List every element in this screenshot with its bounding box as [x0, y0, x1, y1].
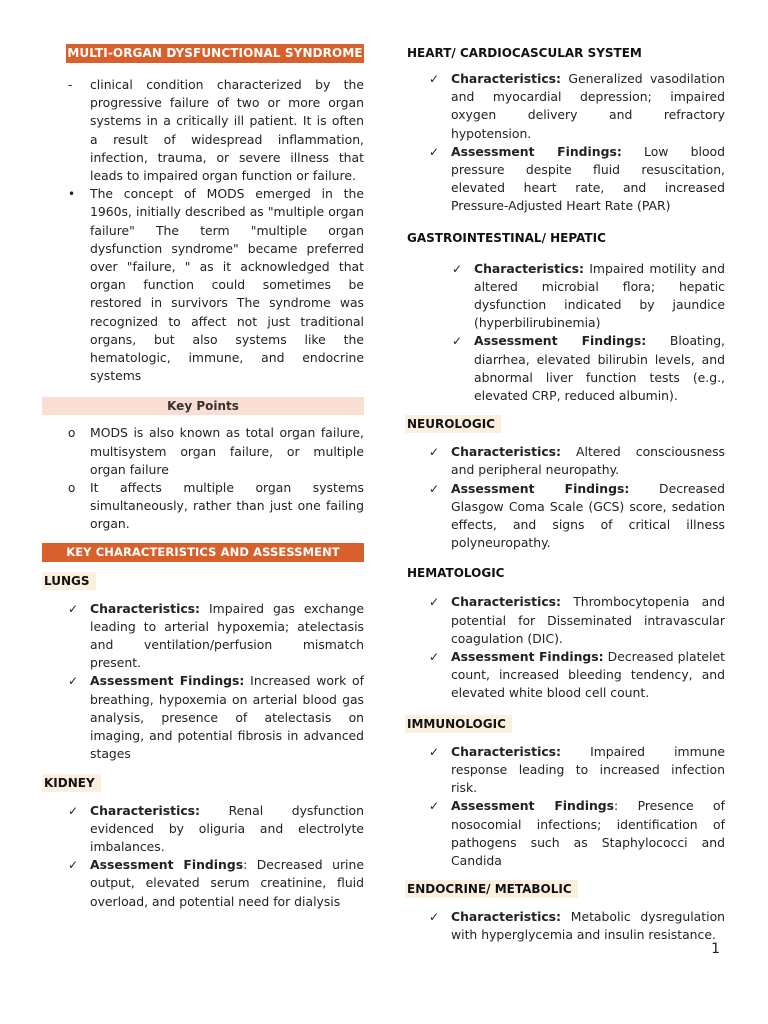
- lungs-list: [68, 600, 364, 764]
- endocrine-heading: ENDOCRINE/ METABOLIC: [405, 880, 725, 898]
- left-column: [42, 44, 364, 911]
- list-marker: o: [68, 481, 76, 496]
- intro-item: - clinical condition characterized by the progressive failure of two or more organ systems in a critically ill patient. It is often a result of widespread inflammation, infection, trauma, or severe illness that leads to impaired organ function or failure.: [68, 77, 364, 184]
- checkmark-icon: ✓: [68, 803, 79, 818]
- checkmark-icon: ✓: [429, 595, 440, 610]
- list-item: ✓ Characteristics: Impaired immune response leading to increased infection risk.: [429, 743, 725, 796]
- checkmark-icon: ✓: [429, 144, 440, 159]
- list-marker: •: [68, 187, 76, 202]
- intro-list: [68, 76, 364, 385]
- key-point-item: o MODS is also known as total organ failure, multisystem organ failure, or multiple organ failure: [68, 425, 364, 477]
- list-item: ✓ Characteristics: Impaired motility and altered microbial flora; hepatic dysfunction indicated by jaundice (hyperbilirubinemia): [452, 260, 725, 331]
- checkmark-icon: ✓: [429, 481, 440, 496]
- list-item: ✓ Characteristics: Impaired gas exchange leading to arterial hypoxemia; atelectasis and ventilation/perfusion mismatch present.: [68, 600, 364, 671]
- list-item: ✓ Assessment Findings: Low blood pressure despite fluid resuscitation, elevated heart rate, and increased Pressure-Adjusted Heart Rate (PAR): [429, 143, 725, 214]
- immunologic-list: [429, 743, 725, 870]
- key-points-list: [68, 424, 364, 533]
- list-item: ✓ Characteristics: Metabolic dysregulation with hyperglycemia and insulin resistance.: [429, 909, 725, 943]
- list-item: ✓ Assessment Findings: Presence of nosocomial infections; identification of pathogens such as Staphylococci and Candida: [429, 798, 725, 868]
- section-heading: KEY CHARACTERISTICS AND ASSESSMENT FINDINGS: [42, 543, 364, 562]
- hematologic-heading: HEMATOLOGIC: [407, 566, 505, 581]
- list-item: ✓ Characteristics: Altered consciousness and peripheral neuropathy.: [429, 444, 725, 478]
- endocrine-list: [429, 908, 725, 944]
- lungs-heading: LUNGS: [42, 572, 364, 590]
- list-item: ✓ Assessment Findings: Decreased Glasgow Coma Scale (GCS) score, sedation effects, and signs of critical illness polyneuropathy.: [429, 480, 725, 551]
- kidney-heading: KIDNEY: [42, 774, 364, 792]
- list-marker: o: [68, 426, 76, 441]
- neurologic-heading: NEUROLOGIC: [405, 415, 725, 433]
- list-item: ✓ Assessment Findings: Increased work of breathing, hypoxemia on arterial blood gas analysis, presence of atelectasis on imaging, and potential fibrosis in advanced stages: [68, 673, 364, 762]
- kidney-list: [68, 802, 364, 911]
- checkmark-icon: ✓: [429, 799, 440, 814]
- heart-list: [429, 70, 725, 216]
- key-points-heading: Key Points: [42, 397, 364, 415]
- list-item: ✓ Characteristics: Thrombocytopenia and potential for Disseminated intravascular coagulation (DIC).: [429, 594, 725, 646]
- checkmark-icon: ✓: [68, 601, 79, 616]
- list-item: ✓ Assessment Findings: Decreased urine output, elevated serum creatinine, fluid overload, and potential need for dialysis: [68, 857, 364, 909]
- document-title: MULTI-ORGAN DYSFUNCTIONAL SYNDROME: [66, 44, 364, 63]
- list-marker: -: [68, 78, 73, 92]
- gi-hepatic-list: [452, 260, 725, 406]
- checkmark-icon: ✓: [429, 910, 440, 925]
- checkmark-icon: ✓: [429, 650, 440, 665]
- immunologic-heading: IMMUNOLOGIC: [405, 715, 725, 733]
- list-item: ✓ Characteristics: Renal dysfunction evidenced by oliguria and electrolyte imbalances.: [68, 802, 364, 854]
- list-item: ✓ Characteristics: Generalized vasodilation and myocardial depression; impaired oxygen delivery and refractory hypotension.: [429, 71, 725, 141]
- checkmark-icon: ✓: [452, 334, 463, 349]
- checkmark-icon: ✓: [452, 261, 463, 276]
- heart-heading: HEART/ CARDIOCASCULAR SYSTEM: [407, 46, 642, 60]
- intro-item: • The concept of MODS emerged in the 1960s, initially described as "multiple organ failure" The term "multiple organ dysfunction syndrome" became preferred over "failure, " as it acknowledged that organ function could sometimes be restored in survivors The syndrome was recognized to affect not just traditional organs, but also systems like the hematologic, immune, and endocrine systems: [68, 186, 364, 384]
- neurologic-list: [429, 443, 725, 552]
- list-item: ✓ Assessment Findings: Bloating, diarrhea, elevated bilirubin levels, and abnormal liver function tests (e.g., elevated CRP, reduced albumin).: [452, 333, 725, 404]
- gi-hepatic-heading: GASTROINTESTINAL/ HEPATIC: [407, 230, 606, 245]
- checkmark-icon: ✓: [429, 445, 440, 460]
- hematologic-list: [429, 593, 725, 702]
- key-point-item: o It affects multiple organ systems simultaneously, rather than just one failing organ.: [68, 480, 364, 532]
- right-column: [405, 44, 725, 945]
- page-number: 1: [711, 941, 720, 957]
- checkmark-icon: ✓: [429, 744, 440, 759]
- checkmark-icon: ✓: [68, 858, 79, 873]
- checkmark-icon: ✓: [429, 72, 440, 86]
- checkmark-icon: ✓: [68, 674, 79, 689]
- list-item: ✓ Assessment Findings: Decreased platelet count, increased bleeding tendency, and elevated white blood cell count.: [429, 649, 725, 701]
